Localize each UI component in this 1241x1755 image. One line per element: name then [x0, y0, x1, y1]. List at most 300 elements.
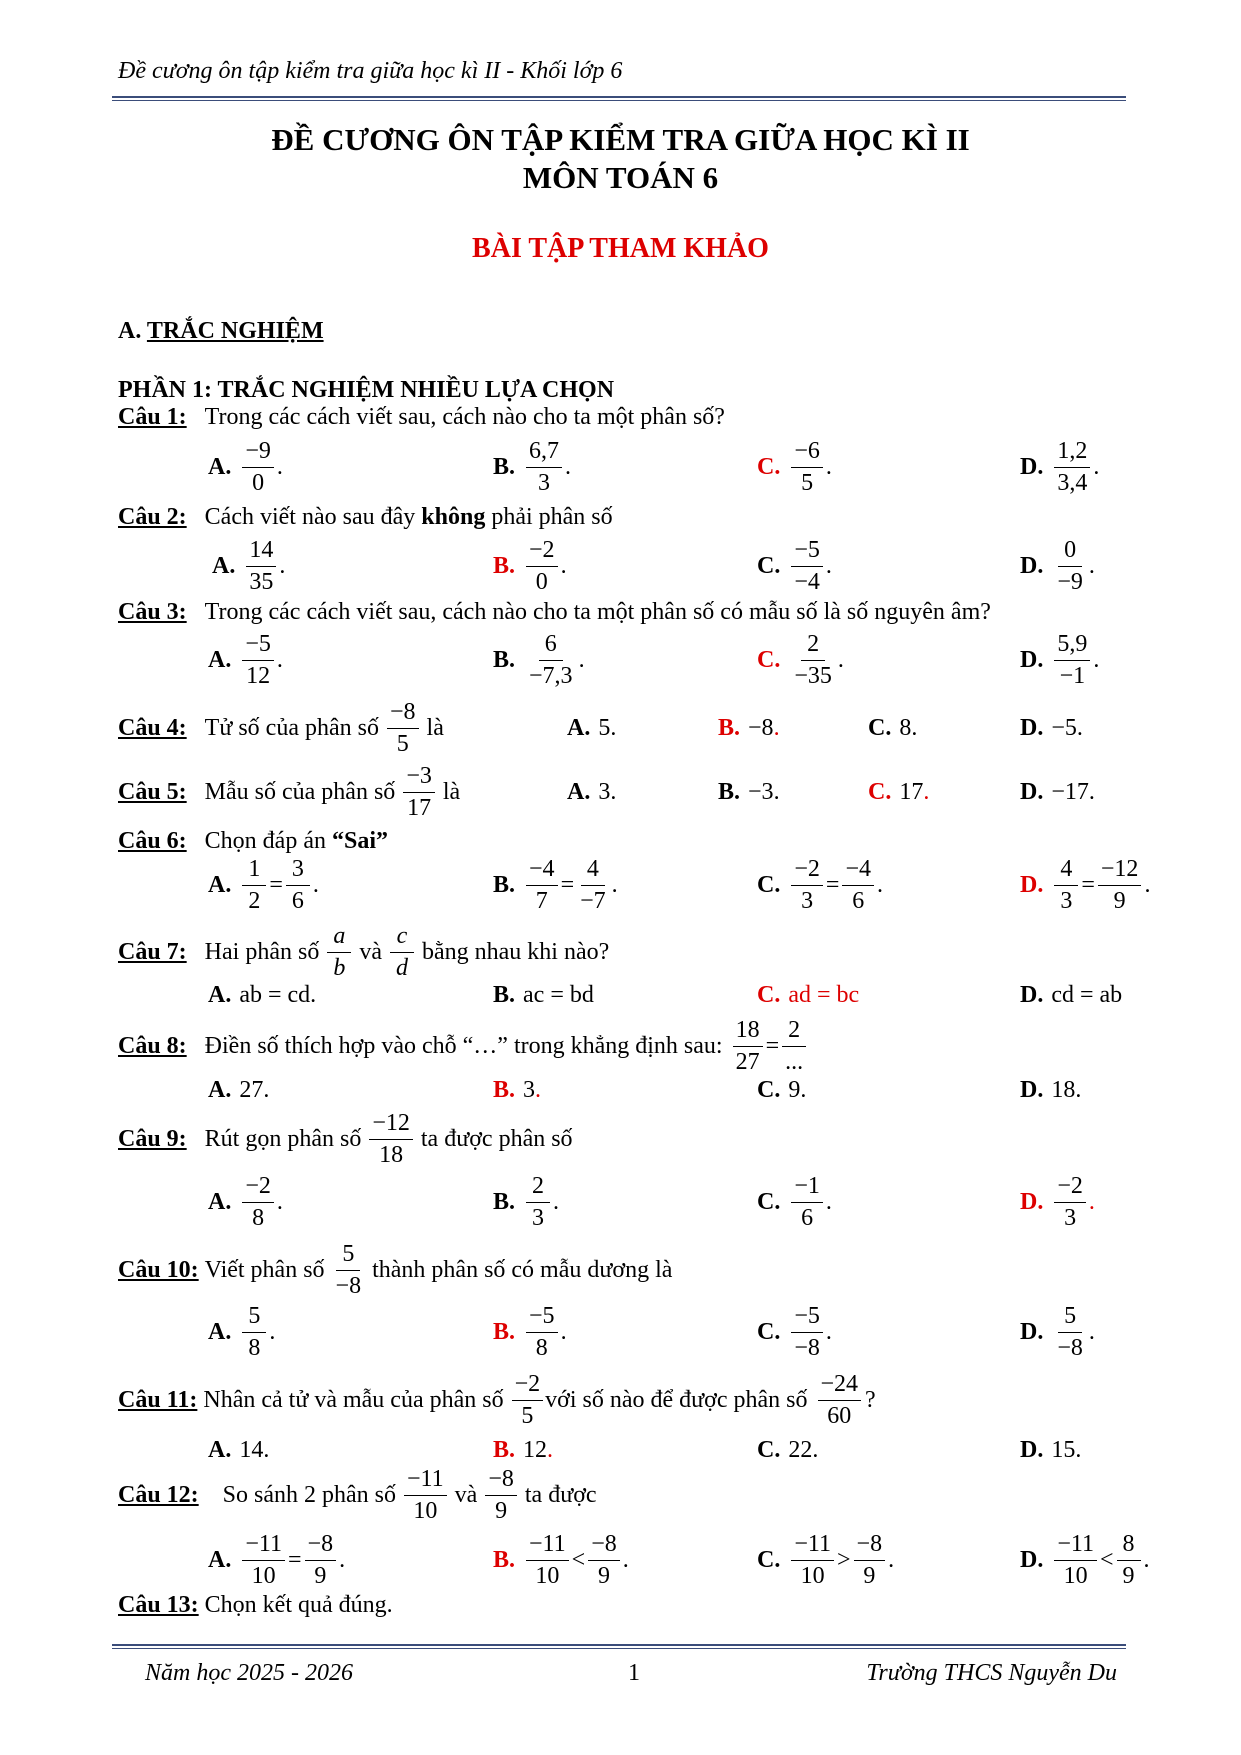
fraction-numerator: 1	[242, 856, 266, 885]
fraction	[577, 856, 609, 914]
text-fragment: =	[825, 871, 840, 898]
q7-option-d[interactable]	[1020, 965, 1122, 1025]
option-letter: B.	[493, 981, 516, 1008]
option-letter: A.	[567, 778, 591, 805]
text-fragment: .	[923, 778, 930, 805]
fraction-denominator: 3	[538, 469, 551, 496]
fraction-numerator: −12	[369, 1110, 413, 1139]
text-fragment: =	[765, 1032, 780, 1059]
text-fragment: .	[773, 778, 780, 805]
fraction-numerator: −11	[242, 1531, 285, 1560]
fraction-denominator: 8	[248, 1334, 261, 1361]
text-fragment: .	[1143, 1546, 1150, 1573]
text-fragment: −17	[1051, 778, 1089, 805]
fraction-numerator: −8	[485, 1466, 517, 1495]
fraction-numerator: −4	[526, 856, 558, 885]
fraction-numerator: 6,7	[526, 438, 562, 467]
q9-option-c[interactable]	[757, 1167, 832, 1237]
q4-option-b[interactable]	[718, 693, 780, 763]
fraction-denominator: 5	[521, 1402, 534, 1429]
footer-rule-thin	[112, 1648, 1126, 1649]
text-fragment: 27	[239, 1076, 264, 1103]
fraction	[1054, 631, 1090, 689]
fraction-numerator: −2	[512, 1371, 544, 1400]
fraction-numerator: −8	[387, 699, 419, 728]
q1-option-c[interactable]	[757, 432, 832, 502]
option-letter: B.	[493, 1076, 516, 1103]
text-fragment: A.	[118, 318, 142, 344]
q12-option-c[interactable]	[757, 1525, 894, 1595]
text-fragment: .	[560, 1318, 567, 1345]
q1-option-d[interactable]	[1020, 432, 1099, 502]
text-fragment: Chọn kết quả đúng.	[204, 1591, 393, 1618]
section-a-heading	[118, 318, 324, 345]
option-letter: A.	[567, 714, 591, 741]
q3-option-b[interactable]	[493, 625, 585, 695]
fraction-denominator: −35	[794, 662, 832, 689]
fraction	[1054, 1531, 1097, 1589]
fraction-numerator: −11	[526, 1531, 569, 1560]
text-fragment: .	[1093, 453, 1100, 480]
fraction	[1098, 856, 1142, 914]
text-fragment: <	[1100, 1546, 1114, 1573]
fraction-denominator: 3	[801, 887, 814, 914]
fraction-denominator: 3	[1060, 887, 1073, 914]
text-fragment: với số nào để được phân số	[545, 1386, 808, 1413]
text-fragment: −3	[748, 778, 774, 805]
fraction-numerator: −12	[1098, 856, 1142, 885]
option-letter: A.	[208, 981, 232, 1008]
fraction-denominator: 9	[1122, 1562, 1135, 1589]
fraction-denominator: 10	[800, 1562, 825, 1589]
text-fragment: .	[547, 1436, 554, 1463]
option-letter: D.	[1020, 1436, 1044, 1463]
option-letter: D.	[1020, 778, 1044, 805]
fraction-numerator: 5	[336, 1241, 360, 1270]
fraction-denominator: −8	[335, 1272, 362, 1299]
footer-school-year: Năm học 2025 - 2026	[145, 1660, 353, 1686]
q5-option-b[interactable]	[718, 757, 780, 827]
fraction-denominator: 7	[535, 887, 548, 914]
q4-option-d[interactable]	[1020, 693, 1083, 763]
option-letter: D.	[1020, 1188, 1044, 1215]
fraction-numerator: −5	[526, 1303, 558, 1332]
question-label: Câu 1:	[118, 403, 187, 430]
fraction-numerator: 8	[1117, 1531, 1141, 1560]
fraction-denominator: 9	[597, 1562, 610, 1589]
fraction-denominator: −1	[1059, 662, 1086, 689]
q4-option-c[interactable]	[868, 693, 917, 763]
page-header: Đề cương ôn tập kiểm tra giữa học kì II - Khối lớp 6	[118, 58, 623, 84]
fraction	[369, 1110, 413, 1168]
option-letter: B.	[493, 453, 516, 480]
fraction-denominator: 9	[863, 1562, 876, 1589]
q10-option-b[interactable]	[493, 1297, 567, 1367]
option-letter: A.	[208, 1436, 232, 1463]
fraction-denominator: 8	[252, 1204, 265, 1231]
doc-title-line2: MÔN TOÁN 6	[522, 160, 719, 195]
text-fragment: Trong các cách viết sau, cách nào cho ta một phân số?	[204, 403, 725, 430]
fraction-denominator: 9	[1113, 887, 1126, 914]
fraction-numerator: −2	[242, 1173, 274, 1202]
fraction-denominator: 6	[291, 887, 304, 914]
fraction	[485, 1466, 517, 1524]
option-letter: C.	[757, 1436, 781, 1463]
q6-option-d[interactable]	[1020, 850, 1150, 920]
text-fragment: 15	[1051, 1436, 1076, 1463]
doc-title-line1: ĐỀ CƯƠNG ÔN TẬP KIỂM TRA GIỮA HỌC KÌ II	[271, 122, 970, 157]
text-fragment: ad = bc	[788, 981, 860, 1008]
fraction	[842, 856, 874, 914]
q6-option-b[interactable]	[493, 850, 618, 920]
text-fragment: Cách viết nào sau đây	[204, 503, 416, 530]
text-fragment: .	[1075, 1436, 1082, 1463]
fraction-numerator: 3	[286, 856, 310, 885]
q9-option-a[interactable]	[208, 1167, 283, 1237]
option-letter: B.	[493, 1318, 516, 1345]
text-fragment: =	[560, 871, 575, 898]
text-fragment: Viết phân số	[204, 1256, 325, 1283]
fraction	[854, 1531, 886, 1589]
text-fragment: .	[312, 871, 319, 898]
text-fragment: 12	[523, 1436, 548, 1463]
text-fragment: Chọn đáp án	[204, 827, 326, 854]
text-fragment: .	[1088, 1318, 1095, 1345]
fraction-denominator: 3	[1064, 1204, 1077, 1231]
text-fragment: .	[276, 453, 283, 480]
fraction-denominator: −8	[1057, 1334, 1083, 1361]
q8-option-d[interactable]	[1020, 1060, 1081, 1120]
question-10	[118, 1235, 672, 1305]
text-fragment: =	[1081, 871, 1095, 898]
text-fragment: ab = cd.	[239, 981, 317, 1008]
fraction-denominator: −4	[794, 568, 820, 595]
q12-option-b[interactable]	[493, 1525, 629, 1595]
text-fragment: −5	[1051, 714, 1077, 741]
text-fragment: .	[773, 714, 780, 741]
text-fragment: Điền số thích hợp vào chỗ “…” trong khẳng định sau:	[204, 1032, 723, 1059]
option-letter: C.	[757, 1546, 781, 1573]
fraction-denominator: −7,3	[529, 662, 573, 689]
option-letter: D.	[1020, 714, 1044, 741]
text-fragment: là	[426, 714, 444, 741]
text-fragment: .	[825, 1188, 832, 1215]
q10-option-c[interactable]	[757, 1297, 832, 1367]
text-fragment: .	[269, 1318, 276, 1345]
fraction	[791, 438, 823, 496]
text-fragment: Tử số của phân số	[204, 714, 379, 741]
text-fragment: .	[1088, 552, 1095, 579]
q10-option-a[interactable]	[208, 1297, 275, 1367]
fraction-denominator: 3,4	[1057, 469, 1088, 496]
option-letter: D.	[1020, 453, 1044, 480]
fraction-denominator: 10	[251, 1562, 276, 1589]
text-fragment: <	[571, 1546, 586, 1573]
q11-option-c[interactable]	[757, 1420, 818, 1480]
option-letter: D.	[1020, 1076, 1044, 1103]
fraction-denominator: 27	[735, 1048, 760, 1075]
fraction	[791, 1531, 834, 1589]
text-fragment: 22	[788, 1436, 813, 1463]
question-label: Câu 9:	[118, 1125, 187, 1152]
option-letter: B.	[493, 1436, 516, 1463]
fraction	[1054, 1303, 1086, 1361]
doc-subtitle: BÀI TẬP THAM KHẢO	[472, 233, 769, 264]
fraction-denominator: 12	[246, 662, 271, 689]
question-4	[118, 693, 444, 763]
text-fragment: Hai phân số	[204, 938, 320, 965]
fraction	[526, 1531, 569, 1589]
fraction	[818, 1371, 862, 1429]
fraction	[242, 1303, 266, 1361]
text-fragment: .	[1088, 778, 1095, 805]
fraction	[1054, 537, 1086, 595]
fraction	[526, 631, 576, 689]
fraction	[526, 856, 558, 914]
option-letter: B.	[493, 1188, 516, 1215]
option-letter: A.	[208, 871, 232, 898]
option-letter: D.	[1020, 981, 1044, 1008]
q10-option-d[interactable]	[1020, 1297, 1095, 1367]
q8-option-c[interactable]	[757, 1060, 806, 1120]
question-13	[118, 1580, 393, 1630]
text-fragment: .	[837, 646, 844, 673]
text-fragment: .	[825, 1318, 832, 1345]
text-fragment: .	[263, 1436, 270, 1463]
text-fragment: .	[276, 646, 283, 673]
text-fragment: .	[560, 552, 567, 579]
fraction	[526, 1173, 550, 1231]
fraction-numerator: 14	[246, 537, 276, 566]
text-fragment: .	[911, 714, 918, 741]
option-letter: C.	[757, 453, 781, 480]
fraction-numerator: −8	[854, 1531, 886, 1560]
header-rule	[112, 96, 1126, 98]
text-fragment: là	[442, 778, 461, 805]
text-fragment: >	[837, 1546, 851, 1573]
fraction-denominator: 10	[413, 1497, 438, 1524]
fraction-numerator: −9	[242, 438, 274, 467]
option-letter: D.	[1020, 871, 1044, 898]
text-fragment: ta được	[524, 1481, 597, 1508]
fraction	[1117, 1531, 1141, 1589]
text-fragment: .	[565, 453, 572, 480]
option-letter: C.	[757, 871, 781, 898]
fraction-denominator: 10	[535, 1562, 560, 1589]
fraction	[791, 856, 823, 914]
text-fragment: .	[578, 646, 585, 673]
text-fragment: .	[279, 552, 286, 579]
text-fragment: .	[888, 1546, 895, 1573]
question-label: Câu 4:	[118, 714, 187, 741]
fraction-numerator: −6	[791, 438, 823, 467]
text-fragment: không	[421, 503, 486, 530]
q6-option-a[interactable]	[208, 850, 319, 920]
question-label: Câu 2:	[118, 503, 187, 530]
text-fragment: 8	[899, 714, 912, 741]
q3-option-a[interactable]	[208, 625, 283, 695]
text-fragment: .	[825, 453, 832, 480]
fraction-numerator: −24	[818, 1371, 862, 1400]
option-letter: C.	[868, 778, 892, 805]
text-fragment: .	[610, 714, 617, 741]
q6-option-c[interactable]	[757, 850, 883, 920]
fraction-numerator: −2	[526, 537, 558, 566]
fraction-denominator: b	[333, 954, 346, 981]
fraction-numerator: c	[390, 923, 414, 952]
text-fragment: 17	[899, 778, 924, 805]
fraction-denominator: 0	[535, 568, 548, 595]
fraction	[404, 1466, 447, 1524]
fraction-numerator: −5	[791, 1303, 823, 1332]
fraction-denominator: 18	[379, 1141, 404, 1168]
text-fragment: .	[876, 871, 883, 898]
fraction	[526, 1303, 558, 1361]
option-letter: B.	[493, 646, 516, 673]
fraction-numerator: −8	[305, 1531, 337, 1560]
fraction-numerator: 5	[242, 1303, 266, 1332]
fraction-denominator: 6	[852, 887, 865, 914]
fraction-denominator: ...	[785, 1048, 804, 1075]
q2-option-d[interactable]	[1020, 531, 1095, 601]
text-fragment: .	[1093, 646, 1100, 673]
fraction	[588, 1531, 620, 1589]
question-label: Câu 11:	[118, 1386, 198, 1413]
text-fragment: =	[269, 871, 283, 898]
fraction-numerator: 4	[581, 856, 605, 885]
fraction	[1054, 438, 1090, 496]
fraction-numerator: −11	[791, 1531, 834, 1560]
option-letter: C.	[868, 714, 892, 741]
text-fragment: .	[610, 778, 617, 805]
option-letter: A.	[208, 453, 232, 480]
text-fragment: 18	[1051, 1076, 1076, 1103]
option-letter: D.	[1020, 646, 1044, 673]
text-fragment: ac = bd	[523, 981, 594, 1008]
fraction-numerator: 4	[1054, 856, 1078, 885]
option-letter: B.	[493, 871, 516, 898]
question-label: Câu 6:	[118, 827, 187, 854]
fraction-denominator: 17	[407, 794, 432, 821]
option-letter: C.	[757, 552, 781, 579]
text-fragment: .	[276, 1188, 283, 1215]
text-fragment: thành phân số có mẫu dương là	[372, 1256, 673, 1283]
fraction-numerator: 2	[782, 1017, 806, 1046]
text-fragment: −8	[748, 714, 774, 741]
text-fragment: .	[1144, 871, 1151, 898]
text-fragment: So sánh 2 phân số	[222, 1481, 397, 1508]
fraction	[242, 856, 266, 914]
q5-option-a[interactable]	[567, 757, 616, 827]
text-fragment: .	[622, 1546, 629, 1573]
part1-heading: PHẦN 1: TRẮC NGHIỆM NHIỀU LỰA CHỌN	[118, 377, 615, 403]
fraction-numerator: −5	[791, 537, 823, 566]
text-fragment: .	[339, 1546, 346, 1573]
text-fragment: TRẮC NGHIỆM	[146, 318, 324, 344]
fraction-denominator: 6	[801, 1204, 814, 1231]
fraction	[791, 1173, 823, 1231]
text-fragment: 3	[523, 1076, 536, 1103]
fraction-denominator: 5	[396, 730, 409, 757]
text-fragment: cd = ab	[1051, 981, 1123, 1008]
q4-option-a[interactable]	[567, 693, 616, 763]
fraction-denominator: 2	[248, 887, 261, 914]
fraction-numerator: 2	[801, 631, 825, 660]
fraction-denominator: 8	[535, 1334, 548, 1361]
text-fragment: 5	[598, 714, 611, 741]
fraction-numerator: 1,2	[1054, 438, 1090, 467]
fraction-numerator: 5,9	[1054, 631, 1090, 660]
q5-option-d[interactable]	[1020, 757, 1095, 827]
q3-option-c[interactable]	[757, 625, 844, 695]
text-fragment: Trong các cách viết sau, cách nào cho ta một phân số có mẫu số là số nguyên âm?	[204, 598, 991, 625]
text-fragment: .	[263, 1076, 270, 1103]
text-fragment: 3	[598, 778, 611, 805]
q5-option-c[interactable]	[868, 757, 929, 827]
fraction-numerator: 0	[1058, 537, 1082, 566]
option-letter: A.	[208, 1188, 232, 1215]
fraction	[791, 631, 835, 689]
fraction-denominator: 3	[532, 1204, 545, 1231]
page-number: 1	[628, 1660, 640, 1686]
fraction-denominator: 5	[801, 469, 814, 496]
fraction-denominator: 35	[249, 568, 274, 595]
text-fragment: .	[825, 552, 832, 579]
fraction	[1054, 856, 1078, 914]
text-fragment: .	[1076, 714, 1083, 741]
fraction	[286, 856, 310, 914]
text-fragment: .	[1088, 1188, 1095, 1215]
option-letter: B.	[718, 714, 741, 741]
text-fragment: Nhân cả tử và mẫu của phân số	[203, 1386, 504, 1413]
text-fragment: .	[535, 1076, 542, 1103]
q3-option-d[interactable]	[1020, 625, 1099, 695]
q9-option-d[interactable]	[1020, 1167, 1095, 1237]
text-fragment: ta được phân số	[420, 1125, 573, 1152]
fraction-denominator: −9	[1057, 568, 1083, 595]
fraction-numerator: 6	[539, 631, 563, 660]
fraction	[333, 1241, 365, 1299]
fraction-denominator: 9	[314, 1562, 327, 1589]
fraction	[791, 1303, 823, 1361]
text-fragment: bằng nhau khi nào?	[421, 938, 610, 965]
question-label: Câu 3:	[118, 598, 187, 625]
q9-option-b[interactable]	[493, 1167, 559, 1237]
option-letter: A.	[208, 1076, 232, 1103]
fraction	[242, 1173, 274, 1231]
option-letter: B.	[493, 552, 516, 579]
q12-option-d[interactable]	[1020, 1525, 1150, 1595]
header-rule-thin	[112, 100, 1126, 101]
text-fragment: phải phân số	[491, 503, 613, 530]
fraction-numerator: 5	[1058, 1303, 1082, 1332]
option-letter: C.	[757, 981, 781, 1008]
fraction-numerator: 2	[526, 1173, 550, 1202]
fraction	[403, 763, 435, 821]
fraction-denominator: −7	[580, 887, 606, 914]
question-label: Câu 7:	[118, 938, 187, 965]
text-fragment: .	[800, 1076, 807, 1103]
text-fragment: ?	[865, 1386, 876, 1413]
fraction-denominator: −8	[794, 1334, 820, 1361]
question-label: Câu 13:	[118, 1591, 199, 1618]
q11-option-d[interactable]	[1020, 1420, 1081, 1480]
footer-rule	[112, 1644, 1126, 1646]
option-letter: C.	[757, 1188, 781, 1215]
fraction-denominator: d	[395, 954, 408, 981]
fraction-numerator: −2	[791, 856, 823, 885]
question-9	[118, 1104, 573, 1174]
